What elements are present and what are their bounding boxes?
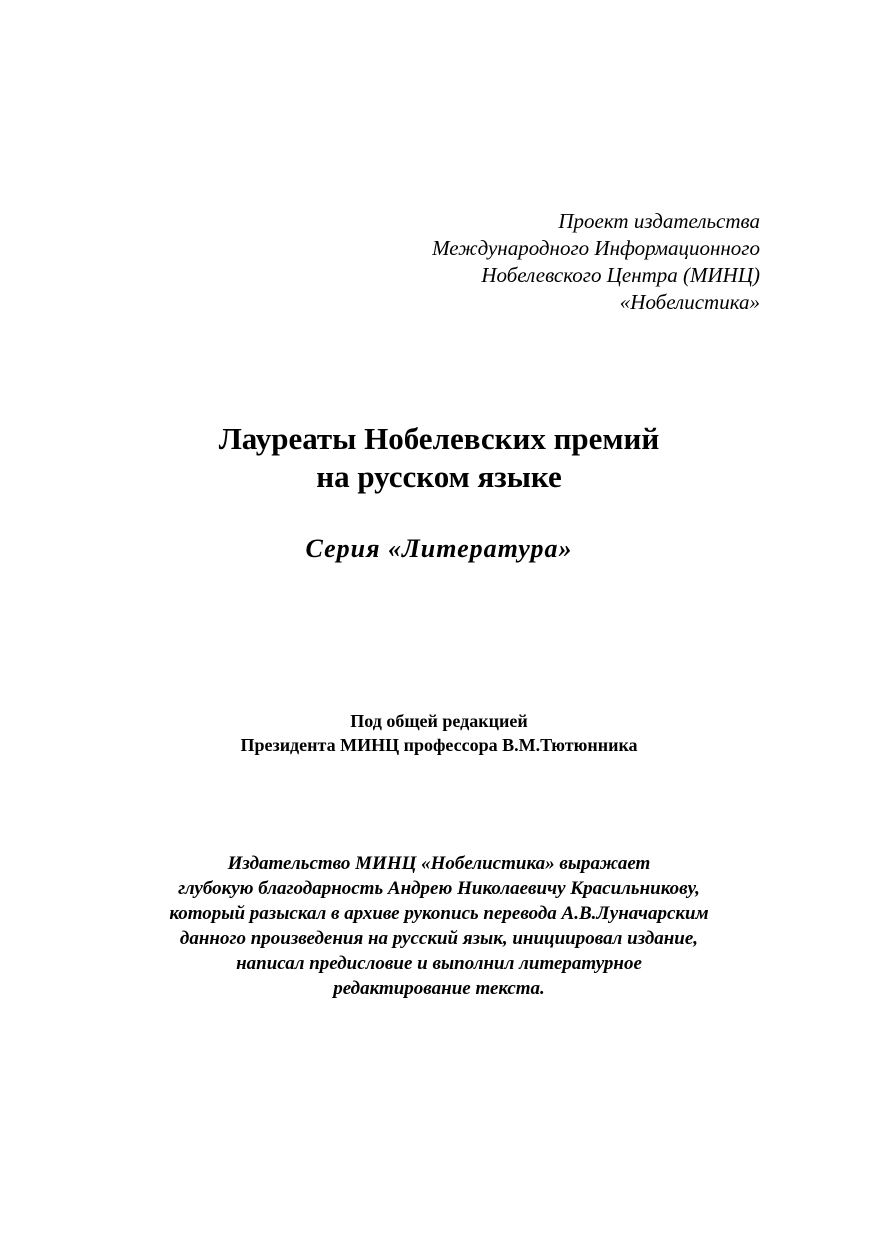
editor-line: Президента МИНЦ профессора В.М.Тютюнника [240,735,638,755]
acknowledgement-line: который разыскал в архиве рукопись перевода А.В.Луначарским [169,903,709,924]
series-label: Серия «Литература» [305,534,573,563]
project-line: Проект издательства [558,209,760,233]
title-line: Лауреаты Нобелевских премий [218,421,660,456]
page-title [0,420,878,496]
project-line: Международного Информационного [432,236,760,260]
project-line: Нобелевского Центра (МИНЦ) [481,263,760,287]
acknowledgement-line: написал предисловие и выполнил литературное [236,953,642,974]
acknowledgement-paragraph [0,851,878,1001]
acknowledgement-line: глубокую благодарность Андрею Николаевичу Красильникову, [178,878,700,899]
acknowledgement-line: редактирование текста. [333,978,545,999]
editor-credit [0,709,878,757]
publisher-project-note [240,208,760,316]
acknowledgement-line: данного произведения на русский язык, инициировал издание, [179,928,699,949]
title-line: на русском языке [316,459,562,494]
project-line: «Нобелистика» [619,290,760,314]
acknowledgement-line: Издательство МИНЦ «Нобелистика» выражает [227,853,651,874]
editor-line: Под общей редакцией [350,711,528,731]
